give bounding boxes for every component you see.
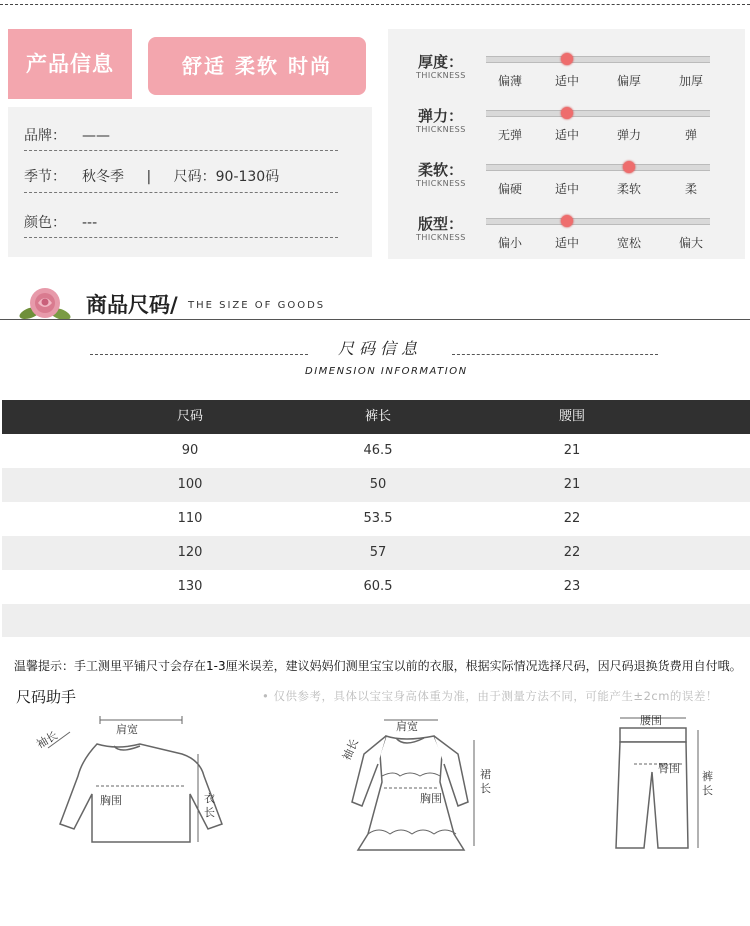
attr-sublabel: THICKNESS — [416, 125, 466, 134]
attr-slider-track — [486, 56, 710, 63]
product-info-box — [8, 107, 372, 257]
attr-option: 加厚 — [678, 74, 703, 88]
slider-knob — [561, 107, 573, 119]
dress-chest-label: 胸围 — [420, 792, 442, 805]
attr-option: 柔软 — [616, 182, 641, 196]
pants-length-label-2: 长 — [702, 784, 713, 797]
shirt-sleeve-label: 袖长 — [34, 728, 60, 752]
slider-knob — [623, 161, 635, 173]
warm-tip: 温馨提示：手工测里平铺尺寸会存在1-3厘米误差，建议妈妈们测里宝宝以前的衣服，根据实际情况选择尺码，因尺码退换货费用自付哦。 — [14, 659, 742, 673]
section-subtitle: THE SIZE OF GOODS — [188, 300, 326, 311]
table-cell: 22 — [563, 511, 581, 526]
shirt-chest-label: 胸围 — [100, 794, 122, 807]
attr-label: 厚度： — [418, 53, 464, 71]
divider — [24, 237, 338, 238]
dress-length-label-2: 长 — [480, 782, 491, 795]
shirt-length-label-1: 衣 — [204, 792, 215, 805]
attr-option: 适中 — [554, 236, 579, 250]
size-value: 90-130码 — [215, 169, 280, 185]
attr-option: 偏小 — [497, 236, 522, 250]
divider — [24, 150, 338, 151]
dimension-title: 尺码信息 — [338, 339, 423, 358]
attr-option: 适中 — [554, 128, 579, 142]
attr-elasticity — [388, 105, 745, 157]
shirt-diagram — [22, 714, 242, 850]
attr-option: 弹力 — [616, 128, 641, 142]
rose-icon — [18, 283, 72, 323]
dashed-line-right — [452, 354, 658, 355]
dress-sleeve-label: 袖长 — [340, 736, 362, 763]
pants-hip-label: 臀围 — [658, 762, 680, 775]
attr-option: 适中 — [554, 182, 579, 196]
table-cell: 90 — [181, 443, 199, 458]
pants-diagram — [604, 710, 724, 852]
attr-label: 柔软： — [418, 161, 464, 179]
table-cell: 130 — [177, 579, 203, 594]
table-cell: 100 — [177, 477, 203, 492]
season-size-row — [24, 166, 279, 186]
table-cell: 57 — [369, 545, 387, 560]
attr-option: 偏薄 — [497, 74, 522, 88]
dress-shoulder-label: 肩宽 — [396, 720, 418, 733]
shirt-length-label-2: 长 — [204, 806, 215, 819]
pants-length-label-1: 裤 — [702, 770, 713, 783]
attr-sublabel: THICKNESS — [416, 233, 466, 242]
attr-option: 弹 — [684, 128, 697, 142]
table-cell: 53.5 — [363, 511, 393, 526]
attr-sublabel: THICKNESS — [416, 71, 466, 80]
dimension-subtitle: DIMENSION INFORMATION — [305, 366, 468, 377]
attr-option: 偏大 — [678, 236, 703, 250]
color-value: --- — [82, 215, 98, 231]
table-cell: 23 — [563, 579, 581, 594]
attributes-panel — [388, 29, 745, 259]
separator: | — [146, 169, 152, 185]
slider-knob — [561, 53, 573, 65]
attr-thickness — [388, 51, 745, 103]
header-waist: 腰围 — [558, 409, 585, 424]
attr-option: 无弹 — [497, 128, 522, 142]
top-dashed-divider — [0, 4, 750, 5]
attr-fit — [388, 213, 745, 265]
attr-softness — [388, 159, 745, 211]
attr-slider-track — [486, 110, 710, 117]
header-size: 尺码 — [176, 409, 203, 424]
table-cell: 50 — [369, 477, 387, 492]
brand-value: —— — [82, 128, 110, 144]
color-label: 颜色： — [24, 215, 66, 231]
table-cell: 60.5 — [363, 579, 393, 594]
size-helper-title: 尺码助手 — [16, 688, 77, 706]
slider-knob — [561, 215, 573, 227]
attr-slider-track — [486, 218, 710, 225]
table-cell: 110 — [177, 511, 203, 526]
table-cell: 46.5 — [363, 443, 393, 458]
season-value: 秋冬季 — [82, 169, 124, 185]
attr-label: 版型： — [418, 215, 464, 233]
table-row-blank — [2, 604, 750, 637]
table-cell: 22 — [563, 545, 581, 560]
header-pants-length: 裤长 — [364, 409, 391, 424]
brand-label: 品牌： — [24, 128, 66, 144]
attr-option: 柔 — [684, 182, 697, 196]
table-cell: 21 — [563, 443, 581, 458]
product-info-tag: 产品信息 — [8, 29, 132, 99]
dress-diagram — [334, 714, 504, 854]
attr-label: 弹力： — [418, 107, 464, 125]
section-title: 商品尺码/ — [86, 293, 178, 317]
attr-slider-track — [486, 164, 710, 171]
slogan-banner: 舒适 柔软 时尚 — [148, 37, 366, 95]
size-label: 尺码： — [173, 169, 216, 185]
divider — [24, 192, 338, 193]
attr-sublabel: THICKNESS — [416, 179, 466, 188]
section-rule — [0, 319, 750, 320]
dress-length-label-1: 裙 — [480, 768, 491, 781]
pants-waist-label: 腰围 — [640, 714, 662, 727]
table-cell: 21 — [563, 477, 581, 492]
attr-option: 偏硬 — [497, 182, 522, 196]
shirt-shoulder-label: 肩宽 — [116, 723, 138, 736]
measurement-note: • 仅供参考，具体以宝宝身高体重为准，由于测量方法不同，可能产生±2cm的误差！ — [262, 689, 718, 703]
color-row — [24, 212, 97, 232]
dashed-line-left — [90, 354, 308, 355]
table-cell: 120 — [177, 545, 203, 560]
attr-option: 适中 — [554, 74, 579, 88]
attr-option: 宽松 — [616, 236, 641, 250]
season-label: 季节： — [24, 169, 66, 185]
attr-option: 偏厚 — [616, 74, 641, 88]
brand-row — [24, 125, 110, 145]
